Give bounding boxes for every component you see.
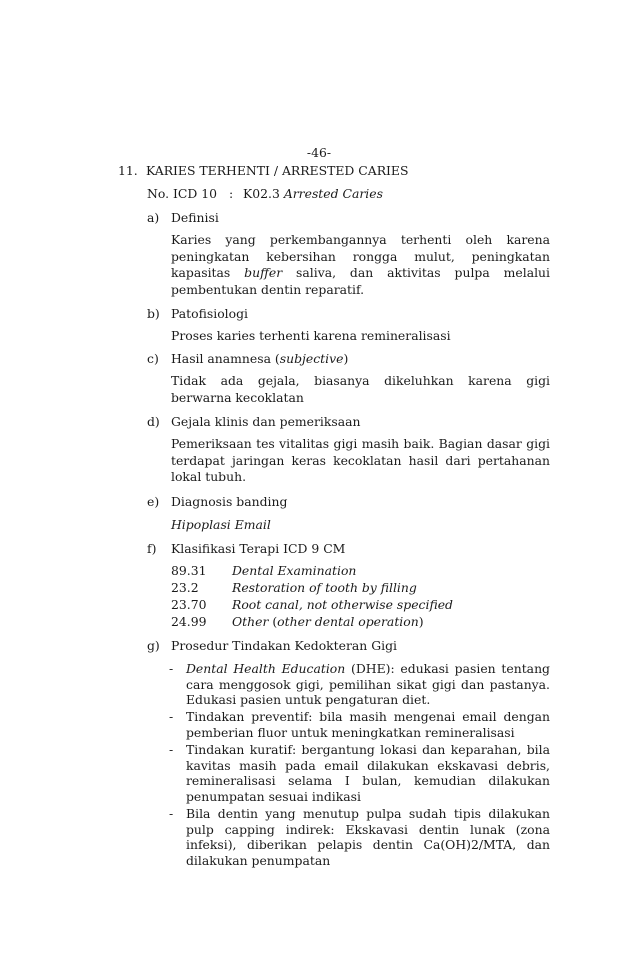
icd9-code: 89.31 xyxy=(171,563,207,578)
list-item-italic-lead: Dental Health Education xyxy=(186,661,346,676)
list-bullet: - xyxy=(169,709,174,724)
definisi-text-italic: buffer xyxy=(244,265,283,281)
icd9-code: 24.99 xyxy=(171,614,207,629)
gejala-text: Pemeriksaan tes vitalitas gigi masih baik. Bagian dasar gigi terdapat jaringan keras kecoklatan hasil dari pertahanan lokal tubuh. xyxy=(171,436,550,485)
icd9-desc: Root canal, not otherwise specified xyxy=(232,597,453,612)
icd10-name: Arrested Caries xyxy=(283,186,383,201)
diagnosis-letter: e) xyxy=(147,494,160,509)
icd10-label: No. ICD 10 xyxy=(147,186,217,201)
list-item: Tindakan kuratif: bergantung lokasi dan keparahan, bila kavitas masih pada email dilakukan ekskavasi debris, remineralisasi selama I bulan, kemudian dilakukan penumpatan sesuai indikasi xyxy=(186,742,550,804)
gejala-heading: Gejala klinis dan pemeriksaan xyxy=(171,414,361,429)
definisi-text-part1: Karies yang perkembangannya terhenti oleh karena peningkatan kebersihan rongga mulut, peningkatan kapasitas xyxy=(171,232,550,281)
list-bullet: - xyxy=(169,661,174,676)
diagnosis-heading: Diagnosis banding xyxy=(171,494,288,509)
icd9-desc-extra: other dental operation xyxy=(277,614,419,629)
anamnesa-heading xyxy=(171,351,348,368)
klasifikasi-heading: Klasifikasi Terapi ICD 9 CM xyxy=(171,541,346,556)
patofisiologi-text: Proses karies terhenti karena remineralisasi xyxy=(171,328,451,343)
section-number: 11. xyxy=(118,163,138,178)
anamnesa-heading-part2: ) xyxy=(343,351,349,366)
icd9-desc-paren-open: ( xyxy=(268,614,278,629)
anamnesa-heading-italic: subjective xyxy=(279,351,344,366)
page-number: -46- xyxy=(306,145,332,160)
anamnesa-text: Tidak ada gejala, biasanya dikeluhkan karena gigi berwarna kecoklatan xyxy=(171,373,550,405)
patofisiologi-letter: b) xyxy=(147,306,160,321)
definisi-letter: a) xyxy=(147,210,160,225)
patofisiologi-heading: Patofisiologi xyxy=(171,306,248,321)
definisi-text xyxy=(171,232,550,298)
definisi-text-part2: saliva, dan aktivitas pulpa melalui pembentukan dentin reparatif. xyxy=(171,265,550,297)
icd10-value xyxy=(243,186,383,203)
icd9-desc xyxy=(232,614,424,631)
icd10-code: K02.3 xyxy=(243,186,280,201)
klasifikasi-letter: f) xyxy=(147,541,157,556)
icd9-code: 23.70 xyxy=(171,597,207,612)
prosedur-heading: Prosedur Tindakan Kedokteran Gigi xyxy=(171,638,397,653)
definisi-heading: Definisi xyxy=(171,210,219,225)
anamnesa-letter: c) xyxy=(147,351,159,366)
list-item: Bila dentin yang menutup pulpa sudah tipis dilakukan pulp capping indirek: Ekskavasi dentin lunak (zona infeksi), diberikan pelapis dentin Ca(OH)2/MTA, dan dilakukan penumpatan xyxy=(186,806,550,868)
diagnosis-text: Hipoplasi Email xyxy=(171,517,271,532)
icd9-desc: Restoration of tooth by filling xyxy=(232,580,417,595)
icd9-desc-paren-close: ) xyxy=(418,614,424,629)
list-bullet: - xyxy=(169,742,174,757)
anamnesa-heading-part1: Hasil anamnesa ( xyxy=(171,351,280,366)
icd9-desc-main: Other xyxy=(232,614,269,629)
icd10-separator: : xyxy=(229,186,234,201)
list-bullet: - xyxy=(169,806,174,821)
prosedur-letter: g) xyxy=(147,638,160,653)
list-item xyxy=(186,661,550,708)
icd9-desc: Dental Examination xyxy=(232,563,357,578)
list-item-text: (DHE): edukasi pasien tentang cara menggosok gigi, pemilihan sikat gigi dan pastanya. Edukasi pasien untuk pengaturan diet. xyxy=(186,661,550,708)
icd9-code: 23.2 xyxy=(171,580,199,595)
section-title: KARIES TERHENTI / ARRESTED CARIES xyxy=(146,163,409,178)
gejala-letter: d) xyxy=(147,414,160,429)
list-item: Tindakan preventif: bila masih mengenai email dengan pemberian fluor untuk meningkatkan remineralisasi xyxy=(186,709,550,740)
